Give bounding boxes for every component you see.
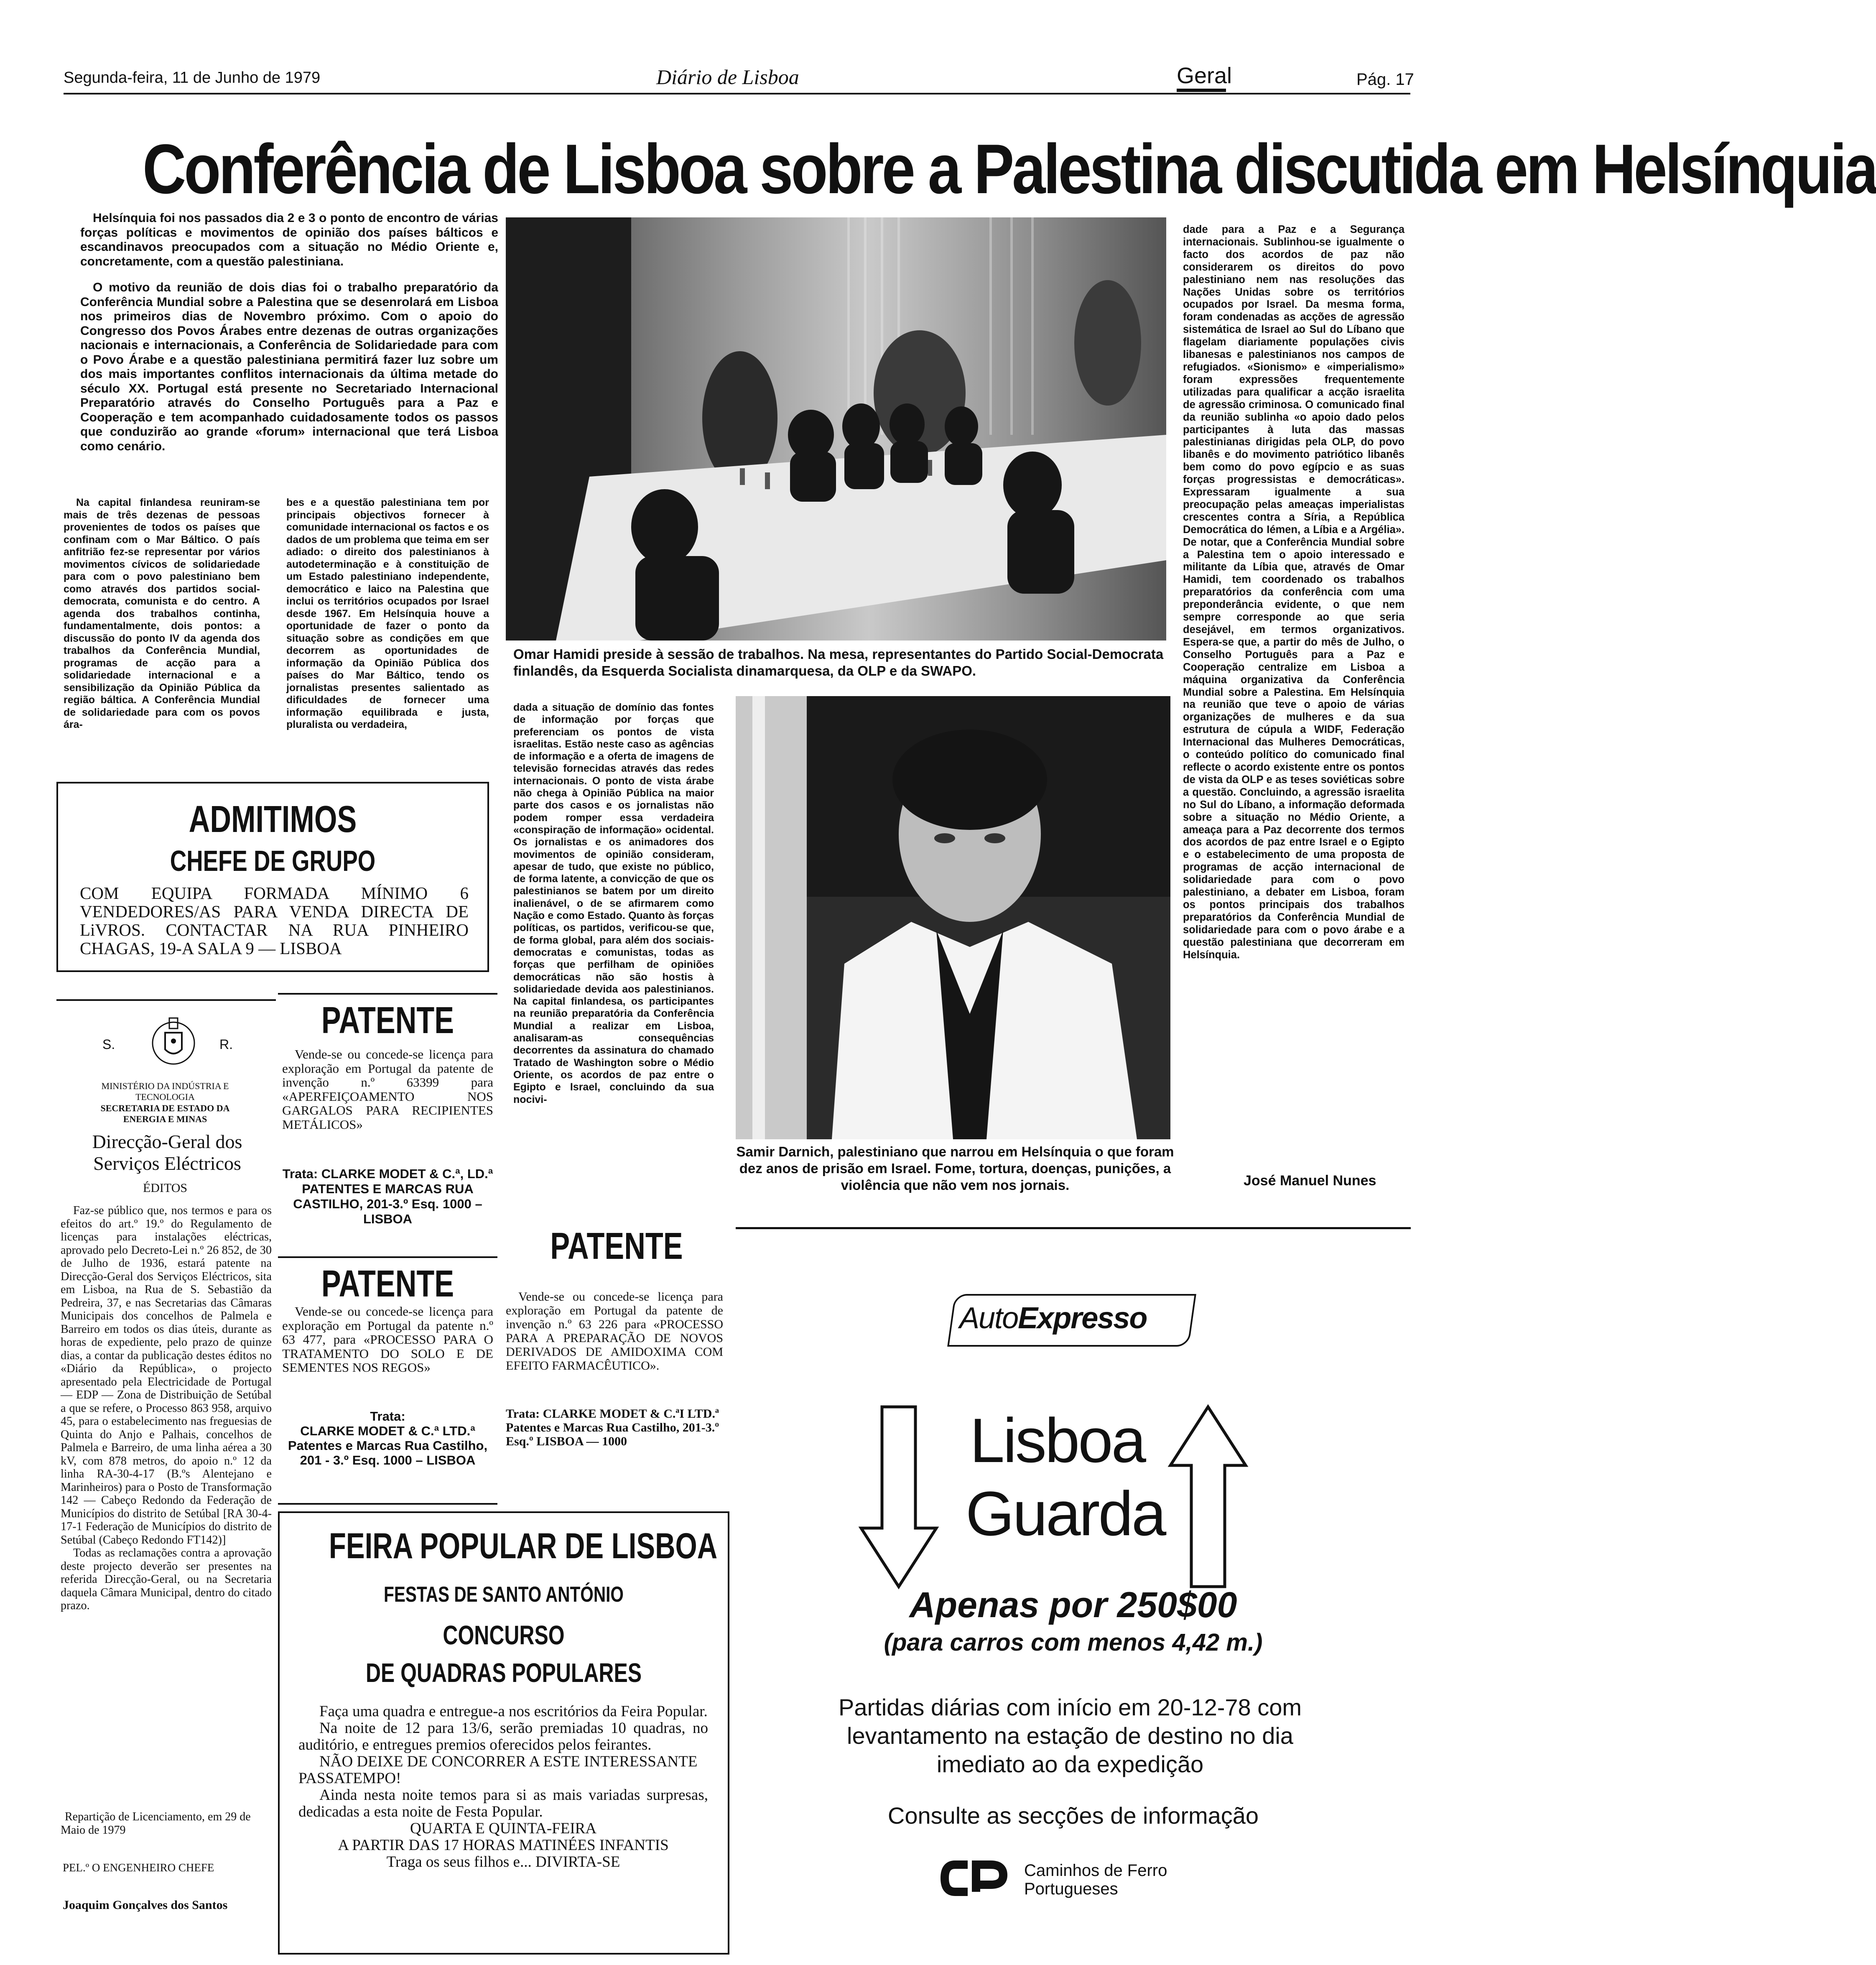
notice-sign-role: PEL.º O ENGENHEIRO CHEFE	[63, 1861, 214, 1874]
ad-admitimos-title-text: ADMITIMOS	[189, 799, 357, 840]
article-col-2	[286, 497, 489, 731]
ad-admitimos-subtitle	[58, 844, 487, 878]
feira-p2: Na noite de 12 para 13/6, serão premiadas 10 quadras, no auditório, e entregues premios oferecidos pelos feirantes.	[298, 1720, 708, 1753]
ad-admitimos-title	[58, 798, 487, 841]
article-col-3	[513, 702, 714, 1106]
lead-paragraph-1: Helsínquia foi nos passados dia 2 e 3 o ponto de encontro de várias forças políticas e movimentos de opinião dos países bálticos e escandinavos preocupados com a situação no Médio Oriente e, concretamente, com a questão palestiniana.	[80, 211, 498, 268]
patente-3-title	[508, 1225, 725, 1268]
masthead: Diário de Lisboa	[656, 65, 799, 89]
ad-admitimos-subtitle-text: CHEFE DE GRUPO	[170, 845, 376, 877]
patente-1-bottom-rule	[278, 1256, 497, 1258]
feira-sub2	[280, 1620, 728, 1651]
crest-left-letter: S.	[102, 1037, 115, 1052]
arrow-up-icon	[1168, 1405, 1248, 1589]
crest-right-letter: R.	[219, 1037, 233, 1052]
auto-price: Apenas por 250$00	[909, 1585, 1237, 1625]
headline: Conferência de Lisboa sobre a Palestina discutida em Helsínquia	[143, 130, 1876, 208]
photo-samir-darnich-image	[736, 696, 1170, 1139]
arrow-down-icon	[859, 1405, 938, 1589]
notice-subtitle: ÉDITOS	[143, 1181, 188, 1195]
notice-sign-name: Joaquim Gonçalves dos Santos	[63, 1898, 228, 1912]
header-rule	[64, 93, 1410, 94]
patente-2-contact: CLARKE MODET & C.ª LTD.ª Patentes e Marcas Rua Castilho, 201 - 3.º Esq. 1000 – LISBOA	[288, 1424, 488, 1467]
byline: José Manuel Nunes	[1244, 1173, 1376, 1189]
patente-3-contact: Trata: CLARKE MODET & C.ªI LTD.ª Patentes e Marcas Rua Castilho, 201-3.º Esq.º LISBOA — 1000	[506, 1407, 719, 1448]
section-underline	[1177, 89, 1226, 92]
auto-city-2: Guarda	[966, 1478, 1165, 1549]
auto-brand-a: Auto	[959, 1301, 1018, 1335]
auto-top-rule	[736, 1227, 1411, 1229]
auto-brand	[959, 1301, 1147, 1335]
auto-info: Partidas diárias com início em 20-12-78 com levantamento na estação de destino no dia imediato ao da expedição	[838, 1694, 1302, 1777]
cp-logo-icon	[943, 1860, 1005, 1896]
feira-p4: Ainda nesta noite temos para si as mais variadas surpresas, dedicadas a esta noite de Festa Popular.	[298, 1786, 708, 1820]
patente-1-title-text: PATENTE	[321, 1000, 454, 1041]
feira-title	[280, 1526, 728, 1567]
notice-title: Direcção-Geral dos Serviços Eléctricos	[92, 1131, 242, 1174]
patente-2-text: Vende-se ou concede-se licença para exploração em Portugal da patente n.º 63 477, para «PROCESSO PARA O TRATAMENTO DO SOLO E DE SEMENTES NOS REGOS»	[282, 1304, 493, 1375]
caption-photo-2: Samir Darnich, palestiniano que narrou em Helsínquia o que foram dez anos de prisão em Israel. Fome, tortura, doenças, punições, a violência que não vem nos jornais.	[736, 1144, 1174, 1193]
photo-samir-darnich	[736, 696, 1170, 1139]
article-col-4	[1183, 224, 1404, 961]
patente-2-contact-label: Trata:	[370, 1409, 405, 1424]
photo-conference-table	[506, 217, 1166, 641]
notice-body-text-2: Todas as reclamações contra a aprovação deste projecto deverão ser presentes na referida Direcção-Geral, ou na Secretaria daquela Câmara Municipal, dentro do citado prazo.	[61, 1546, 272, 1612]
photo-conference-table-image	[506, 217, 1166, 641]
feira-p5: QUARTA E QUINTA-FEIRA	[410, 1820, 597, 1837]
patente-3-title-text: PATENTE	[550, 1225, 683, 1267]
feira-p1: Faça uma quadra e entregue-a nos escritórios da Feira Popular.	[319, 1703, 708, 1720]
patente-1-text: Vende-se ou concede-se licença para exploração em Portugal da patente de invenção n.º 63399 para «APERFEIÇOAMENTO NOS GARGALOS PARA RECIPIENTES METÁLICOS»	[282, 1047, 493, 1132]
patente-3-text: Vende-se ou concede-se licença para exploração em Portugal da patente de invenção n.º 63 226 para «PROCESSO PARA A PREPARAÇÃO DE NOVOS DERIVADOS DE AMIDOXIMA COM EFEITO FARMACÊUTICO».	[506, 1290, 723, 1373]
notice-secretary: SECRETARIA DE ESTADO DA ENERGIA E MINAS	[100, 1103, 230, 1124]
feira-sub3-text: DE QUADRAS POPULARES	[365, 1658, 642, 1688]
article-lead	[80, 211, 498, 454]
patente-1-top-rule	[278, 993, 497, 995]
caption-photo-1: Omar Hamidi preside à sessão de trabalhos. Na mesa, representantes do Partido Social-Democrata finlandês, da Esquerda Socialista dinamarquesa, da OLP e da SWAPO.	[513, 646, 1164, 679]
patente-2-title-text: PATENTE	[321, 1263, 454, 1305]
feira-title-text: FEIRA POPULAR DE LISBOA	[329, 1526, 718, 1566]
col1-text: Na capital finlandesa reuniram-se mais de três dezenas de pessoas provenientes de todos os países que confinam com o Mar Báltico. O país anfitrião fez-se representar por vários movimentos cívicos de solidariedade para com o povo palestiniano bem como através dos partidos social-democrata, comunista e do centro. A agenda dos trabalhos continha, fundamentalmente, dois pontos: a discussão do ponto IV da agenda dos trabalhos da Conferência Mundial, programas de acção para a solidariedade internacional e a sensibilização da Opinião Pública da região báltica. A Conferência Mundial de solidariedade para com os povos ára-	[64, 497, 260, 730]
patente-2-title	[278, 1263, 497, 1306]
feira-sub1-text: FESTAS DE SANTO ANTÓNIO	[384, 1582, 624, 1607]
crest-icon	[148, 1014, 199, 1068]
article-col-1	[64, 497, 260, 731]
section-name: Geral	[1177, 63, 1232, 88]
header-date: Segunda-feira, 11 de Junho de 1979	[64, 69, 321, 87]
feira-sub1	[280, 1582, 728, 1607]
auto-brand-b: Expresso	[1018, 1301, 1147, 1335]
notice-ministry: MINISTÉRIO DA INDÚSTRIA E TECNOLOGIA	[101, 1081, 229, 1102]
ad-feira-popular	[278, 1511, 729, 1955]
cp-name-1: Caminhos de Ferro	[1024, 1861, 1167, 1880]
col2-text: bes e a questão palestiniana tem por principais objectivos fornecer à comunidade internacional os factos e os dados de um problema que teima em ser adiado: o direito dos palestinianos à autodeterminação e à constituição de um Estado palestiniano independente, democrático e laico na Palestina que inclui os territórios ocupados por Israel desde 1967. Em Helsínquia houve a oportunidade de fazer o ponto da situação sobre as condições em que decorrem as oportunidades de informação da Opinião Pública dos países do Mar Báltico, tendo os jornalistas presentes salientado as dificuldades de fornecer uma informação equilibrada e justa, pluralista ou verdadeira,	[286, 497, 489, 730]
notice-body	[61, 1204, 272, 1613]
lead-paragraph-2: O motivo da reunião de dois dias foi o trabalho preparatório da Conferência Mundial sobre a Palestina que se desenrolará em Lisboa nos primeiros dias de Novembro próximo. Com o apoio do Congresso dos Povos Árabes entre dezenas de outras organizações nacionais e internacionais, a Conferência de Solidariedade para com o Povo Árabe e a questão palestiniana permitirá fazer luz sobre um dos mais importantes conflitos internacionais da última metade do século XX. Portugal está presente no Secretariado Internacional Preparatório através do Conselho Português para a Paz e Cooperação e tem acompanhado cuidadosamente todos os passos que conduzirão ao grande «forum» internacional que terá Lisboa como cenário.	[80, 281, 498, 453]
col3-text: dada a situação de domínio das fontes de informação por forças que preferenciam os pontos de vista israelitas. Estão neste caso as agências de informação e a oferta de imagens de televisão fornecidas através das redes internacionais. O ponto de vista árabe não chega à Opinião Pública na maior parte dos casos e os jornalistas não podem romper essa verdadeira «conspiração de informação» ocidental. Os jornalistas e os animadores dos movimentos de opinião consideram, apesar de tudo, que existe no público, de forma latente, a convicção de que os palestinianos se batem por um direito inalienável, o de se afirmarem como Nação e como Estado. Quanto às forças políticas, os partidos, verificou-se que, de forma global, para além dos sociais-democratas e comunistas, todas as forças que perfilham de opiniões democráticas não são hostis à solidariedade devida aos palestinianos. Na capital finlandesa, os participantes na reunião preparatória da Conferência Mundial a realizar em Lisboa, analisaram-as consequências decorrentes da assinatura do chamado Tratado de Washington sobre o Médio Oriente, os acordos de paz entre o Egipto e Israel, concluindo da sua nocivi-	[513, 702, 714, 1105]
ad-admitimos	[56, 782, 489, 972]
notice-date: Repartição de Licenciamento, em 29 de Maio de 1979	[61, 1810, 251, 1837]
notice-crest	[94, 1012, 253, 1074]
auto-consult: Consulte as secções de informação	[887, 1802, 1259, 1829]
auto-condition: (para carros com menos 4,42 m.)	[884, 1629, 1263, 1656]
feira-sub2-text: CONCURSO	[443, 1620, 565, 1650]
cp-name-2: Portugueses	[1024, 1880, 1118, 1898]
ad-admitimos-text: COM EQUIPA FORMADA MÍNIMO 6 VENDEDORES/AS PARA VENDA DIRECTA DE LiVROS. CONTACTAR NA RUA PINHEIRO CHAGAS, 19-A SALA 9 — LISBOA	[80, 883, 469, 958]
notice-body-text: Faz-se público que, nos termos e para os efeitos do art.º 19.º do Regulamento de licenças para instalações eléctricas, aprovado pelo Decreto-Lei n.º 26 852, de 30 de Julho de 1936, estará patente na Direcção-Geral dos Serviços Eléctricos, sita em Lisboa, na Rua de S. Sebastião da Pedreira, 37, e nas Secretarias das Câmaras Municipais dos concelhos de Palmela e Barreiro em todos os dias úteis, durante as horas de expediente, pelo prazo de quinze dias, a contar da publicação destes éditos no «Diário da República», o projecto apresentado pela Electricidade de Portugal — EDP — Zona de Distribuição de Setúbal a que se refere, o Processo 863 958, arquivo 45, para o estabelecimento nas freguesias de Quinta do Anjo e Palhais, concelhos de Palmela e Barreiro, de uma linha aérea a 30 kV, com 878 metros, do apoio n.º 12 da linha RA-30-4-17 (B.ºs Alentejano e Marinheiros) para o Posto de Transformação 142 — Cabeço Redondo da Federação de Municípios do distrito de Setúbal [RA 30-4-17-1 Federação de Municípios do distrito de Setúbal (Cabeço Redondo FT142)]	[61, 1204, 272, 1546]
col4-text: dade para a Paz e a Segurança internacionais. Sublinhou-se igualmente o facto dos acordos de paz não considerarem os direitos do povo palestiniano nem nas resoluções das Nações Unidas sobre os territórios ocupados por Israel. Da mesma forma, foram condenadas as acções de agressão sistemática de Israel ao Sul do Líbano que flagelam diariamente populações civis libanesas e palestinianos nos campos de refugiados. «Sionismo» e «imperialismo» foram expressões frequentemente utilizadas para qualificar a acção israelita de agressão criminosa. O comunicado final da reunião sublinha «o apoio dado pelos participantes à luta das massas palestinianas dirigidas pela OLP, do povo libanês e do movimento patriótico libanês bem como do povo egípcio e as suas forças progressistas e democráticas». Expressaram igualmente a sua preocupação pelas ameaças imperialistas crescentes contra a Síria, a República Democrática do Iémen, a Líbia e a Argélia». De notar, que a Conferência Mundial sobre a Palestina tem o apoio interessado e militante da Líbia que, através de Omar Hamidi, tem coordenado os trabalhos preparatórios da conferência com uma preponderância evidente, o que nem sempre corresponde ao que seria desejável, em termos organizativos. Espera-se que, a partir do mês de Julho, o Conselho Português para a Paz e Cooperação centralize em Lisboa a máquina organizativa da Conferência Mundial sobre a Palestina. Em Helsínquia na reunião que teve o apoio de várias organizações de mulheres e da sua estrutura de cúpula a WIDF, Federação Internacional das Mulheres Democráticas, o conteúdo político do comunicado final reflecte o acordo existente entre os pontos de vista da OLP e as teses soviéticas sobre a questão. Concluindo, a agressão israelita no Sul do Líbano, a informação deformada sobre a situação no Médio Oriente, a ameaça para a Paz decorrente dos termos dos acordos de paz entre Israel e o Egipto e o estabelecimento de uma proposta de programas de acção internacional de solidariedade para com o povo palestiniano, a debater em Lisboa, foram os pontos principais dos trabalhos preparatórios da Conferência Mundial de solidariedade para com o povo árabe e a questão palestiniana que decorreram em Helsínquia.	[1183, 224, 1404, 961]
patente-1-contact: Trata: CLARKE MODET & C.ª, LD.ª PATENTES E MARCAS RUA CASTILHO, 201-3.º Esq. 1000 – LISBOA	[282, 1166, 493, 1226]
feira-sub3	[280, 1657, 728, 1688]
feira-p6: A PARTIR DAS 17 HORAS MATINÉES INFANTIS	[338, 1837, 669, 1854]
feira-p3: NÃO DEIXE DE CONCORRER A ESTE INTERESSANTE PASSATEMPO!	[298, 1753, 698, 1787]
auto-city-1: Lisboa	[970, 1405, 1145, 1475]
page-number: Pág. 17	[1356, 70, 1414, 89]
notice-rule	[56, 999, 276, 1001]
patente-2-bottom-rule	[278, 1503, 497, 1505]
feira-p7: Traga os seus filhos e... DIVIRTA-SE	[386, 1853, 620, 1871]
patente-1-title	[278, 999, 497, 1042]
feira-body	[298, 1703, 708, 1871]
